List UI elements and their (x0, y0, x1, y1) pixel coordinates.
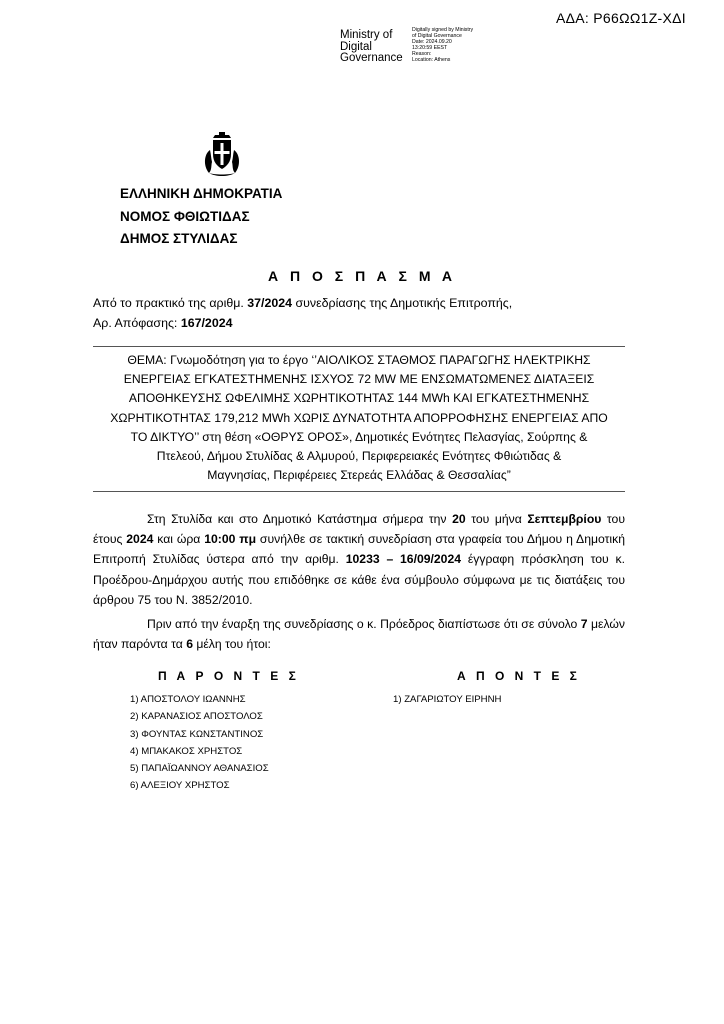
subject-line: ΘΕΜΑ: Γνωμοδότηση για το έργο ‘’ΑΙΟΛΙΚΟΣ ΣΤΑΘΜΟΣ ΠΑΡΑΓΩΓΗΣ ΗΛΕΚΤΡΙΚΗΣ (127, 353, 591, 367)
minutes-number: 37/2024 (247, 296, 293, 310)
digital-signature (340, 27, 473, 65)
list-item: 2) ΚΑΡΑΝΑΣΙΟΣ ΑΠΟΣΤΟΛΟΣ (130, 711, 263, 723)
text-run: του έτους (93, 512, 625, 547)
list-item: 3) ΦΟΥΝΤΑΣ ΚΩΝΣΤΑΝΤΙΝΟΣ (130, 728, 264, 740)
signature-detail-line: Location: Athens (412, 57, 451, 63)
list-item: 6) ΑΛΕΞΙΟΥ ΧΡΗΣΤΟΣ (130, 780, 230, 792)
text-run: και ώρα (153, 532, 205, 547)
minutes-text: συνεδρίασης της Δημοτικής Επιτροπής, (292, 296, 513, 310)
authority-line: ΝΟΜΟΣ ΦΘΙΩΤΙΔΑΣ (120, 208, 250, 224)
subject-line: Πτελεού, Δήμου Στυλίδας & Αλμυρού, Περιφερειακές Ενότητες Φθιώτιδας & (156, 449, 562, 464)
text-run: συνήλθε σε τακτική συνεδρίαση στα γραφεία του Δήμου η Δημοτική Επιτροπή Στυλίδας ύστερα από την αριθμ. (93, 532, 625, 567)
decision-line (93, 314, 512, 334)
present-heading: Π Α Ρ Ο Ν Τ Ε Σ (158, 669, 300, 683)
list-item: 1) ΖΑΓΑΡΙΩΤΟΥ ΕΙΡΗΝΗ (393, 694, 502, 705)
subject-line: ΤΟ ΔΙΚΤΥΟ’’ στη θέση «ΟΘΡΥΣ ΟΡΟΣ», Δημοτικές Ενότητες Πελασγίας, Σούρπης & (130, 429, 588, 444)
meeting-paragraph (93, 509, 625, 610)
text-run: Πριν από την έναρξη της συνεδρίασης ο κ. Πρόεδρος διαπίστωσε ότι σε σύνολο (147, 617, 581, 632)
authority-line: ΕΛΛΗΝΙΚΗ ΔΗΜΟΚΡΑΤΙΑ (120, 186, 283, 201)
present-count: 6 (186, 637, 193, 652)
invitation-reference: 10233 – 16/09/2024 (345, 552, 462, 567)
ada-code: ΑΔΑ: Ρ66ΩΩ1Ζ-ΧΔΙ (555, 10, 686, 26)
signature-detail-line: Digitally signed by Ministry (412, 27, 474, 33)
subject-top-rule (93, 346, 625, 347)
signature-detail-line: of Digital Governance (412, 33, 462, 39)
total-members: 7 (580, 617, 588, 632)
signature-details (412, 27, 473, 63)
text-run: έγγραφη πρόσκληση του κ. Προέδρου-Δημάρχου αυτής που επιδόθηκε σε κάθε ένα σύμβουλο σύμφωνα με τις διατάξεις του άρθρου 75 του Ν. 3852/2010. (93, 552, 625, 607)
decision-number: 167/2024 (180, 315, 233, 330)
list-item: 4) ΜΠΑΚΑΚΟΣ ΧΡΗΣΤΟΣ (130, 745, 243, 757)
subject-line: ΧΩΡΗΤΙΚΟΤΗΤΑΣ 179,212 MWh ΧΩΡΙΣ ΔΥΝΑΤΟΤΗΤΑ ΑΠΟΡΡΟΦΗΣΗΣ ΕΝΕΡΓΕΙΑΣ ΑΠΟ (110, 410, 608, 425)
decision-label: Αρ. Απόφασης: (93, 315, 181, 330)
issuing-authority (120, 183, 282, 251)
signature-org-line: Digital (340, 40, 372, 53)
subject-block (93, 351, 625, 485)
meeting-month: Σεπτεμβρίου (527, 512, 602, 526)
document-title: Α Π Ο Σ Π Α Σ Μ Α (268, 268, 456, 284)
list-item: 1) ΑΠΟΣΤΟΛΟΥ ΙΩΑΝΝΗΣ (130, 694, 246, 705)
minutes-text: Από το πρακτικό της αριθμ. (93, 296, 248, 310)
signature-organization (340, 27, 410, 65)
quorum-paragraph (93, 614, 625, 654)
text-run: μέλη του ήτοι: (192, 637, 271, 652)
extract-reference (93, 294, 512, 333)
meeting-year: 2024 (126, 532, 154, 547)
absent-members-section (393, 669, 580, 708)
subject-line: Μαγνησίας, Περιφέρειες Στερεάς Ελλάδας & Θεσσαλίας” (207, 468, 511, 483)
signature-org-line: Ministry of (340, 29, 393, 41)
minutes-body (93, 509, 625, 654)
text-run: του μήνα (465, 512, 528, 526)
signature-detail-line: 13:20:59 EEST (412, 45, 448, 51)
subject-line: ΕΝΕΡΓΕΙΑΣ ΕΓΚΑΤΕΣΤΗΜΕΝΗΣ ΙΣΧΥΟΣ 72 MW ΜΕ ΕΝΣΩΜΑΤΩΜΕΝΕΣ ΔΙΑΤΑΞΕΙΣ (123, 372, 595, 387)
signature-org-line: Governance (340, 52, 403, 64)
absent-heading: Α Π Ο Ν Τ Ε Σ (457, 669, 581, 683)
present-members-section (130, 669, 299, 795)
text-run: Στη Στυλίδα και στο Δημοτικό Κατάστημα σήμερα την (147, 512, 453, 526)
signature-detail-line: Reason: (412, 51, 432, 57)
meeting-time: 10:00 πμ (204, 532, 257, 547)
meeting-day: 20 (452, 512, 466, 526)
signature-detail-line: Date: 2024.09.20 (412, 39, 452, 45)
absent-members-list (393, 691, 580, 708)
present-members-list (130, 691, 299, 795)
authority-line: ΔΗΜΟΣ ΣΤΥΛΙΔΑΣ (120, 231, 238, 246)
text-run: μελών ήταν παρόντα τα (93, 617, 625, 652)
minutes-line (93, 294, 512, 314)
list-item: 5) ΠΑΠΑΪΩΑΝΝΟΥ ΑΘΑΝΑΣΙΟΣ (130, 763, 269, 775)
subject-line: ΑΠΟΘΗΚΕΥΣΗΣ ΩΦΕΛΙΜΗΣ ΧΩΡΗΤΙΚΟΤΗΤΑΣ 144 MWh ΚΑΙ ΕΓΚΑΤΕΣΤΗΜΕΝΗΣ (128, 391, 590, 406)
greek-coat-of-arms-icon (200, 132, 244, 176)
subject-bottom-rule (93, 491, 625, 492)
